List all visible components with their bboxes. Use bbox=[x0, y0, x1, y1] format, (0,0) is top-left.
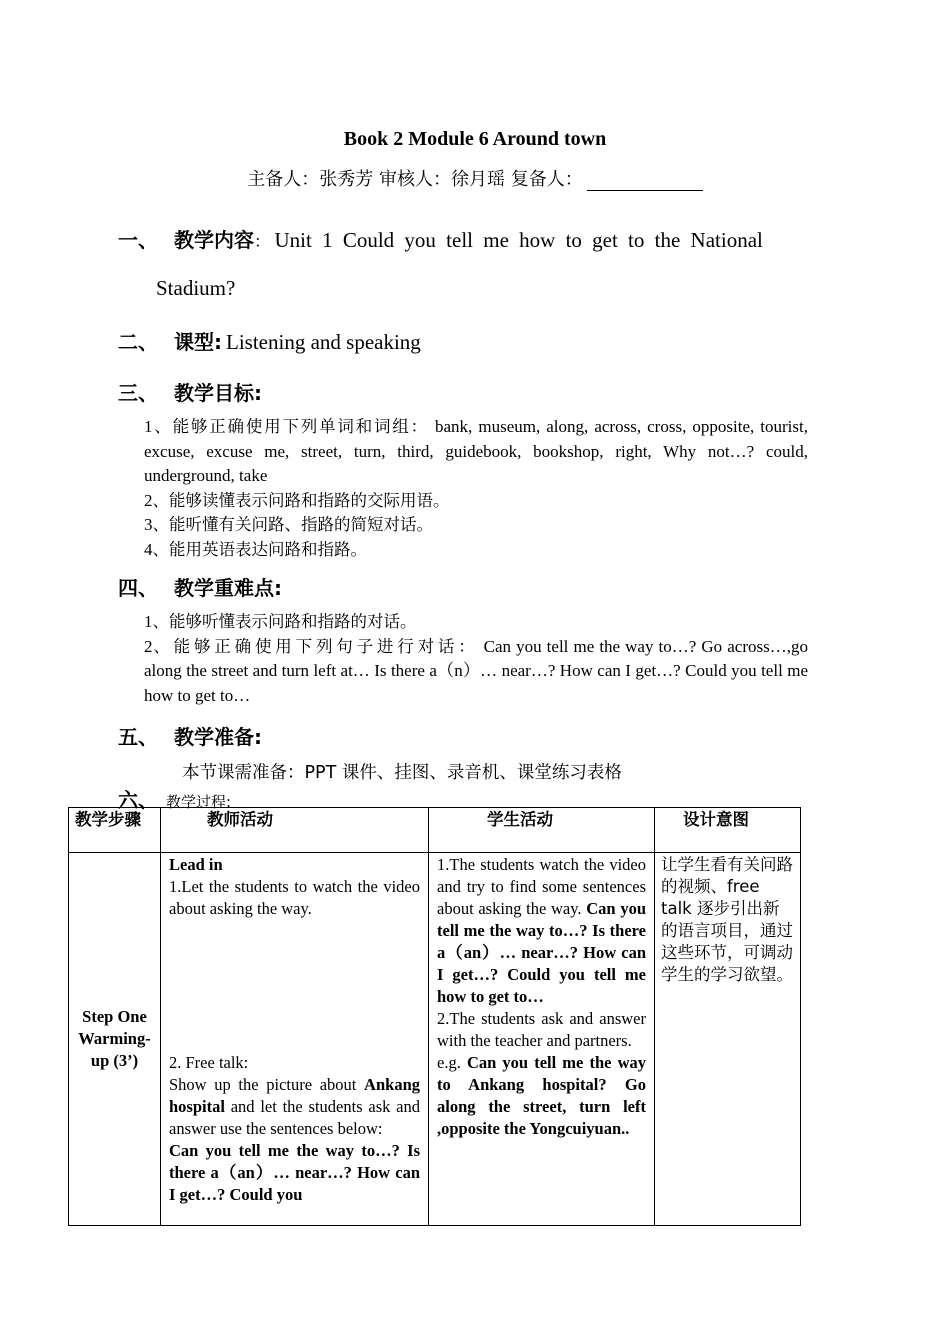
keypoint-item: 1、能够听懂表示问路和指路的对话。 bbox=[144, 612, 417, 631]
section-number: 三、 bbox=[118, 381, 158, 405]
teaching-process-table bbox=[68, 807, 801, 1226]
goal-item: 3、能听懂有关问路、指路的简短对话。 bbox=[144, 515, 433, 534]
authors-text: 主备人：张秀芳 审核人：徐月瑶 复备人： bbox=[247, 169, 583, 190]
header-intent: 设计意图 bbox=[655, 808, 801, 853]
student-activity-cell: 1.The students watch the video and try to find some sentences about asking the way. Can you tell me the way to…? Is there a（an）… near…? How can I get…? Could you tell me how to get to… 2.The students ask and answer with the teacher and partners. e.g. Can you tell me the way to Ankang hospital? Go along the street, turn left ,opposite the Yongcuiyuan.. bbox=[429, 853, 655, 1226]
header-step: 教学步骤 bbox=[69, 808, 161, 853]
goal-item: 2、能够读懂表示问路和指路的交际用语。 bbox=[144, 490, 450, 510]
section-text: Unit 1 Could you tell me how to get to the National bbox=[274, 228, 763, 252]
step-cell: Step One Warming-up (3’) bbox=[69, 853, 161, 1226]
goals-list bbox=[144, 415, 808, 562]
section-text-continued: Stadium? bbox=[156, 276, 236, 300]
section-number: 四、 bbox=[118, 576, 158, 600]
table-row bbox=[69, 853, 801, 1226]
design-intent-cell: 让学生看有关问路的视频、free talk 逐步引出新的语言项目，通过这些环节，可调动学生的学习欲望。 bbox=[655, 853, 801, 1226]
keypoints-list bbox=[144, 610, 808, 708]
section-keypoints-heading bbox=[118, 572, 808, 601]
section-number: 二、 bbox=[118, 330, 158, 354]
section-label: 课型: bbox=[174, 330, 222, 354]
section-goals-heading bbox=[118, 377, 808, 406]
goal-item: 4、能用英语表达问路和指路。 bbox=[144, 539, 367, 559]
goal-item: 1、能够正确使用下列单词和词组： bank, museum, along, across, cross, opposite, tourist, excuse, excuse me, street, turn, third, guidebook, bookshop, right, Why not…? could, underground, take bbox=[144, 417, 808, 485]
section-label: 教学重难点: bbox=[174, 576, 282, 600]
section-label: 教学内容 bbox=[174, 228, 254, 252]
section-label: 教学目标: bbox=[174, 381, 262, 405]
teacher-activity-cell: Lead in 1.Let the students to watch the video about asking the way. 2. Free talk: Show up the picture about Ankang hospital and let the students ask and answer use the sentences below: Can you tell me the way to…? Is there a（an）… near…? How can I get…? Could you bbox=[161, 853, 429, 1226]
authors-line bbox=[0, 165, 950, 191]
section-text: Listening and speaking bbox=[226, 330, 421, 354]
header-student: 学生活动 bbox=[429, 808, 655, 853]
spacer bbox=[169, 920, 420, 1052]
section-type bbox=[118, 326, 808, 355]
document-title: Book 2 Module 6 Around town bbox=[343, 128, 607, 150]
section-number: 五、 bbox=[118, 725, 158, 749]
table-header-row bbox=[69, 808, 801, 853]
section-label: 教学过程: bbox=[166, 793, 232, 811]
prep-text: 本节课需准备：PPT 课件、挂图、录音机、课堂练习表格 bbox=[182, 763, 622, 783]
section-number: 六、 bbox=[118, 788, 158, 812]
section-number: 一、 bbox=[118, 228, 158, 252]
keypoint-item: 2、能够正确使用下列句子进行对话： Can you tell me the way to…? Go across…,go along the street and turn left at… Is there a（n）… near…? How can I get…? Could you tell me how to get to… bbox=[144, 636, 808, 705]
section-colon: ： bbox=[254, 232, 271, 251]
section-label: 教学准备: bbox=[174, 725, 262, 749]
section-content bbox=[118, 226, 808, 257]
section-prep-heading bbox=[118, 721, 808, 750]
co-preparer-blank bbox=[587, 172, 703, 191]
header-teacher: 教师活动 bbox=[161, 808, 429, 853]
